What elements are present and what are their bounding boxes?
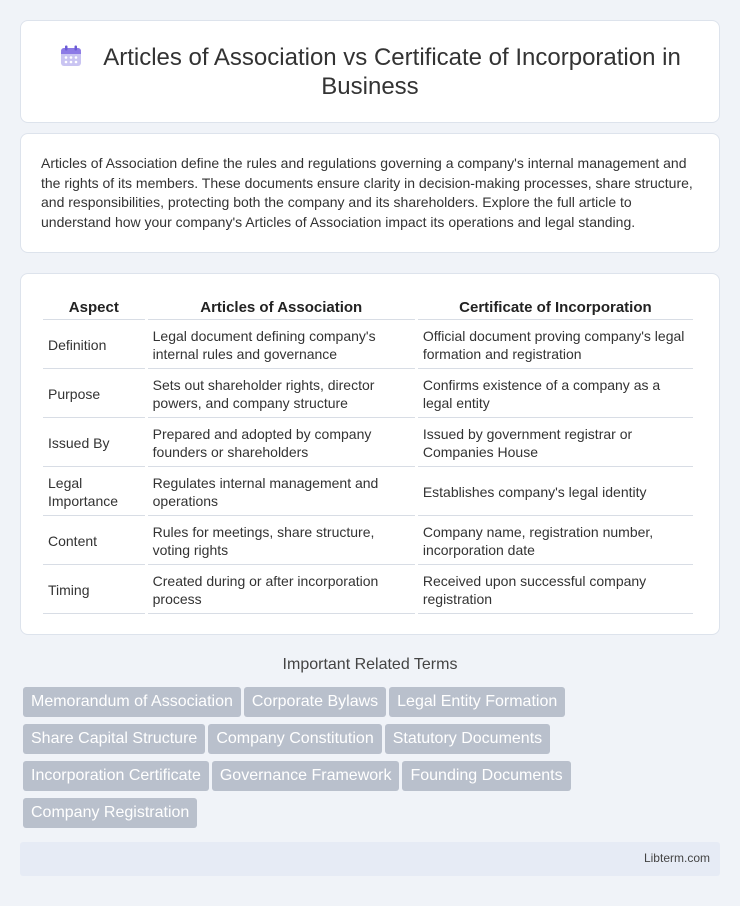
row-aspect: Legal Importance [43, 467, 145, 516]
row-certificate: Issued by government registrar or Companies House [418, 418, 693, 467]
row-aspect: Definition [43, 320, 145, 369]
row-certificate: Received upon successful company registration [418, 565, 693, 614]
header-aspect: Aspect [43, 294, 145, 320]
table-row [43, 516, 693, 565]
page-title: Articles of Association vs Certificate of Incorporation in Business [103, 44, 681, 100]
table-row [43, 369, 693, 418]
related-term-tag[interactable]: Statutory Documents [385, 724, 550, 754]
footer-site-link[interactable]: Libterm.com [643, 851, 710, 865]
comparison-table [40, 294, 696, 614]
table-header-row [43, 294, 693, 320]
intro-card [20, 133, 720, 253]
row-aspect: Timing [43, 565, 145, 614]
related-term-tag[interactable]: Governance Framework [212, 761, 400, 791]
table-row [43, 565, 693, 614]
row-aspect: Issued By [43, 418, 145, 467]
header-card [20, 20, 720, 123]
row-articles: Legal document defining company's internal rules and governance [148, 320, 415, 369]
row-certificate: Company name, registration number, incorporation date [418, 516, 693, 565]
calendar-icon [59, 44, 83, 68]
row-articles: Sets out shareholder rights, director powers, and company structure [148, 369, 415, 418]
table-row [43, 467, 693, 516]
intro-paragraph: Articles of Association define the rules and regulations governing a company's internal management and the rights of its members. These documents ensure clarity in decision-making processes, share structure, and responsibilities, protecting both the company and its shareholders. Explore the full article to understand how your company's Articles of Association impact its operations and legal standing. [41, 155, 693, 230]
header-articles: Articles of Association [148, 294, 415, 320]
row-articles: Prepared and adopted by company founders or shareholders [148, 418, 415, 467]
row-aspect: Purpose [43, 369, 145, 418]
table-row [43, 418, 693, 467]
related-term-tag[interactable]: Company Registration [23, 798, 197, 828]
row-articles: Regulates internal management and operations [148, 467, 415, 516]
related-term-tag[interactable]: Company Constitution [208, 724, 381, 754]
related-term-tag[interactable]: Incorporation Certificate [23, 761, 209, 791]
title-row [41, 43, 699, 101]
related-term-tag[interactable]: Share Capital Structure [23, 724, 205, 754]
related-term-tag[interactable]: Founding Documents [402, 761, 570, 791]
comparison-table-card [20, 273, 720, 635]
related-terms-list [23, 687, 723, 835]
related-term-tag[interactable]: Memorandum of Association [23, 687, 241, 717]
related-term-tag[interactable]: Corporate Bylaws [244, 687, 386, 717]
footer [20, 842, 720, 876]
row-certificate: Establishes company's legal identity [418, 467, 693, 516]
table-row [43, 320, 693, 369]
row-articles: Created during or after incorporation process [148, 565, 415, 614]
header-certificate: Certificate of Incorporation [418, 294, 693, 320]
row-articles: Rules for meetings, share structure, voting rights [148, 516, 415, 565]
row-aspect: Content [43, 516, 145, 565]
row-certificate: Confirms existence of a company as a legal entity [418, 369, 693, 418]
related-term-tag[interactable]: Legal Entity Formation [389, 687, 565, 717]
related-terms-heading: Important Related Terms [282, 656, 458, 673]
row-certificate: Official document proving company's legal formation and registration [418, 320, 693, 369]
